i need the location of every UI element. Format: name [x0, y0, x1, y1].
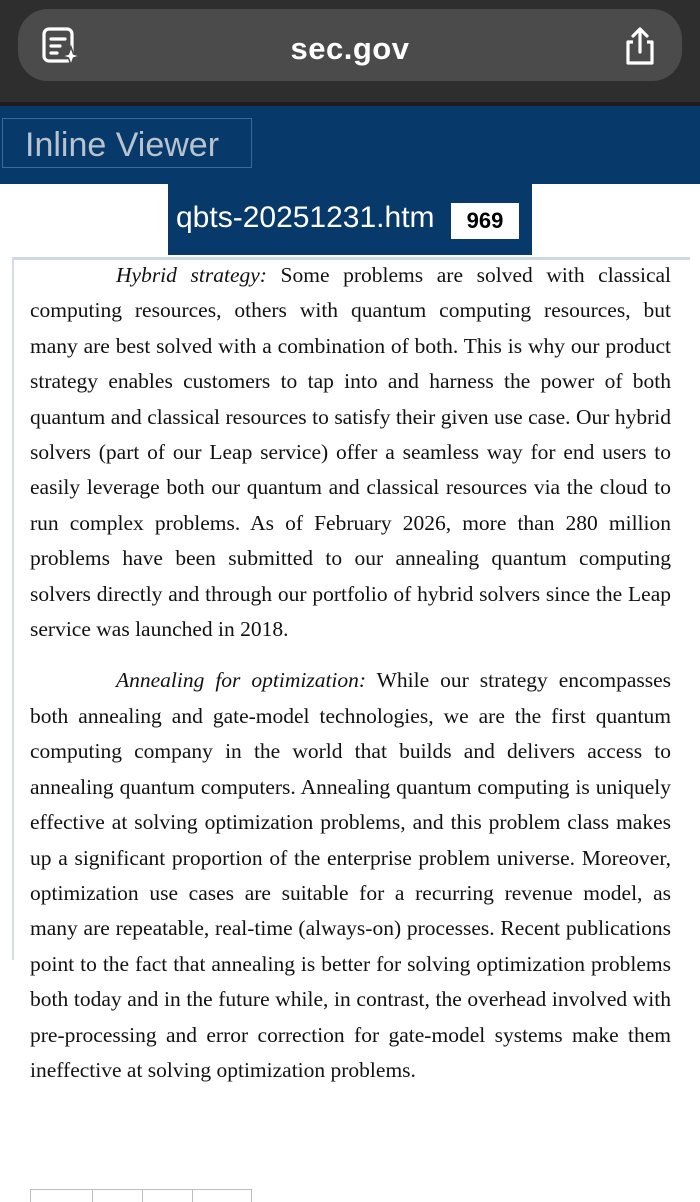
- address-bar[interactable]: [18, 9, 682, 81]
- paragraph-text: While our strategy encompasses both annealing and gate-model technologies, we are the first quantum computing company in the world that builds and delivers access to annealing quantum computers. Annealing quantum computing is uniquely effective at solving optimization problems, and this problem class makes up a significant proportion of the enterprise problem universe. Moreover, optimization use cases are suitable for a recurring revenue model, as many are repeatable, real-time (always-on) processes. Recent publications point to the fact that annealing is better for solving optimization problems both today and in the future while, in contrast, the overhead involved with pre-processing and error correction for gate-model systems make them ineffective at solving optimization problems.: [30, 668, 672, 1082]
- url-text[interactable]: sec.gov: [290, 31, 410, 66]
- document-frame-left: [12, 257, 14, 960]
- paragraph-heading: Annealing for optimization:: [116, 668, 367, 693]
- table-cell-border: [192, 1190, 193, 1202]
- paragraph-text: Some problems are solved with classical computing resources, others with quantum computing resources, but many are best solved with a combination of both. This is why our product strategy enables customers to tap into and harness the power of both quantum and classical resources to satisfy their given use case. Our hybrid solvers (part of our Leap service) offer a seamless way for end users to easily leverage both our quantum and classical resources via the cloud to run complex problems. As of February 2026, more than 280 million problems have been submitted to our annealing quantum computing solvers directly and through our portfolio of hybrid solvers since the Leap service was launched in 2018.: [30, 263, 671, 642]
- table-cell-border: [142, 1190, 143, 1202]
- document-body: [30, 258, 671, 1088]
- file-name: qbts-20251231.htm: [176, 201, 435, 234]
- viewer-header: [0, 106, 700, 184]
- paragraph-annealing-optimization: [30, 663, 671, 1088]
- table-cell-border: [92, 1190, 93, 1202]
- browser-toolbar: [0, 0, 700, 102]
- paragraph-heading: Hybrid strategy:: [116, 263, 267, 287]
- table-top-edge: [30, 1189, 252, 1202]
- paragraph-hybrid-strategy: [30, 258, 671, 647]
- page-number-badge: 969: [451, 203, 519, 239]
- table-cell-border: [30, 1190, 31, 1202]
- file-tab[interactable]: [168, 183, 532, 255]
- viewer-title-box[interactable]: [2, 118, 252, 168]
- table-cell-border: [251, 1190, 252, 1202]
- viewer-title: Inline Viewer: [25, 126, 220, 164]
- share-icon[interactable]: [620, 25, 660, 67]
